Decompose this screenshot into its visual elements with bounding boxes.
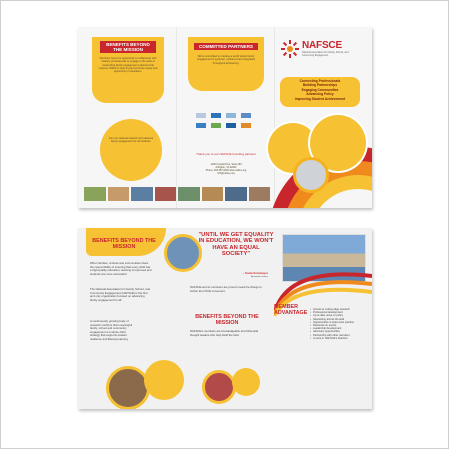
partner-logo [196, 113, 206, 118]
partner-logo [226, 113, 236, 118]
address-line: Phone: 202.657.0200 www.nafsce.org [205, 169, 247, 172]
address-line: 1400 Crystal Drive, Suite 260 [210, 163, 242, 166]
list-item: • Leadership development [310, 327, 366, 330]
photo-thumb [84, 187, 106, 201]
list-item: • Partnership with other members [310, 334, 366, 337]
partner-logo [211, 123, 221, 128]
right-heading: MEMBER ADVANTAGE [274, 304, 308, 316]
brochure-outside-panel [78, 27, 372, 208]
partners-caption: Thank you to our NAFSCE founding partners [196, 152, 256, 156]
left-paragraph: A continuously growing body of research confirms that meaningful family, school and community engagement is a whole-child strategy that supports student resilience and lifelong learning. [90, 319, 133, 341]
member-advantage-list [310, 308, 366, 340]
list-item: • Advocacy opportunities [310, 330, 366, 333]
photo-thumb [178, 187, 200, 201]
address-line: Arlington, VA 22202 [215, 166, 237, 169]
pillar-item: Building Partnerships [302, 83, 338, 88]
partner-logo [196, 123, 206, 128]
pillar-item: Improving Student Achievement [294, 96, 346, 101]
list-item: • Opportunities to share best practice [310, 321, 366, 324]
yellow-note-circle [100, 119, 162, 181]
list-item: • Discounts on events [310, 324, 366, 327]
left-paragraph: When families, schools and communities share the responsibility of ensuring that every child has a high-quality education, learning is improved and students are more successful. [90, 261, 152, 276]
left-heading: BENEFITS BEYOND THE MISSION [92, 238, 156, 250]
brochure-inside-panel [78, 228, 372, 409]
list-item: • Networking across the field [310, 318, 366, 321]
list-item: • A voice in NAFSCE's direction [310, 337, 366, 340]
benefits-body: Members have the opportunity to collaborate with industry professionals to engage in the work of maximizing family engagement practices that improve children's learning and promote equity and opportunity in education. [98, 57, 158, 74]
middle-paragraph: NAFSCE's members are knowledgeable and influential thought leaders who help build the field. [190, 329, 259, 337]
photo-circle [202, 370, 236, 404]
address-line: info@nafsce.org [217, 172, 235, 175]
list-item: • Professional development [310, 311, 366, 314]
photo-thumb [202, 187, 224, 201]
photo-thumb [225, 187, 247, 201]
photo-strip [84, 187, 270, 201]
partner-logo [226, 123, 236, 128]
photo-thumb [155, 187, 177, 201]
fold-line [176, 27, 177, 208]
photo-circle [164, 234, 202, 272]
committed-title: COMMITTED PARTNERS [194, 43, 258, 50]
photo-circle [293, 157, 329, 193]
benefits-title: BENEFITS BEYOND THE MISSION [100, 41, 156, 53]
photo-thumb [131, 187, 153, 201]
yellow-note: Join our national network and advance family engagement for all students. [108, 137, 154, 144]
quote-text: "UNTIL WE GET EQUALITY IN EDUCATION, WE WON'T HAVE AN EQUAL SOCIETY" [198, 232, 274, 258]
photo-thumb [108, 187, 130, 201]
partner-logo [211, 113, 221, 118]
list-item: • Up-to-date news on policy [310, 314, 366, 317]
pillars-box [280, 77, 360, 107]
quote-attribution-sub: Associate Justice [251, 276, 268, 278]
yellow-circle [232, 368, 260, 396]
list-item: • Access to cutting edge research [310, 308, 366, 311]
left-paragraph: The National Association for Family, School, and Community Engagement (NAFSCE) is the first and only organization focused on advancing family engagement for all. [90, 287, 150, 302]
yellow-circle [144, 360, 184, 400]
committed-body: We're committed to creating a world where family engagement is systemic, sustained and integrated throughout all learning. [197, 55, 255, 65]
middle-paragraph: NAFSCE and its members are proud to lead the charge to further the FSCE movement. [190, 285, 262, 293]
photo-circle [106, 366, 150, 409]
sunburst-logo-icon [280, 39, 300, 59]
logo-title: NAFSCE [302, 40, 342, 51]
pillar-item: Connecting Professionals [299, 79, 341, 83]
pillar-item: Advancing Policy [306, 92, 334, 97]
pillar-item: Engaging Communities [301, 87, 339, 92]
logo-subtitle: National Association for Family, School, and Community Engagement [302, 51, 349, 57]
middle-heading: BENEFITS BEYOND THE MISSION [195, 314, 259, 326]
photo-thumb [249, 187, 271, 201]
quote-attribution: – Sonia Sotomayor [242, 271, 268, 275]
